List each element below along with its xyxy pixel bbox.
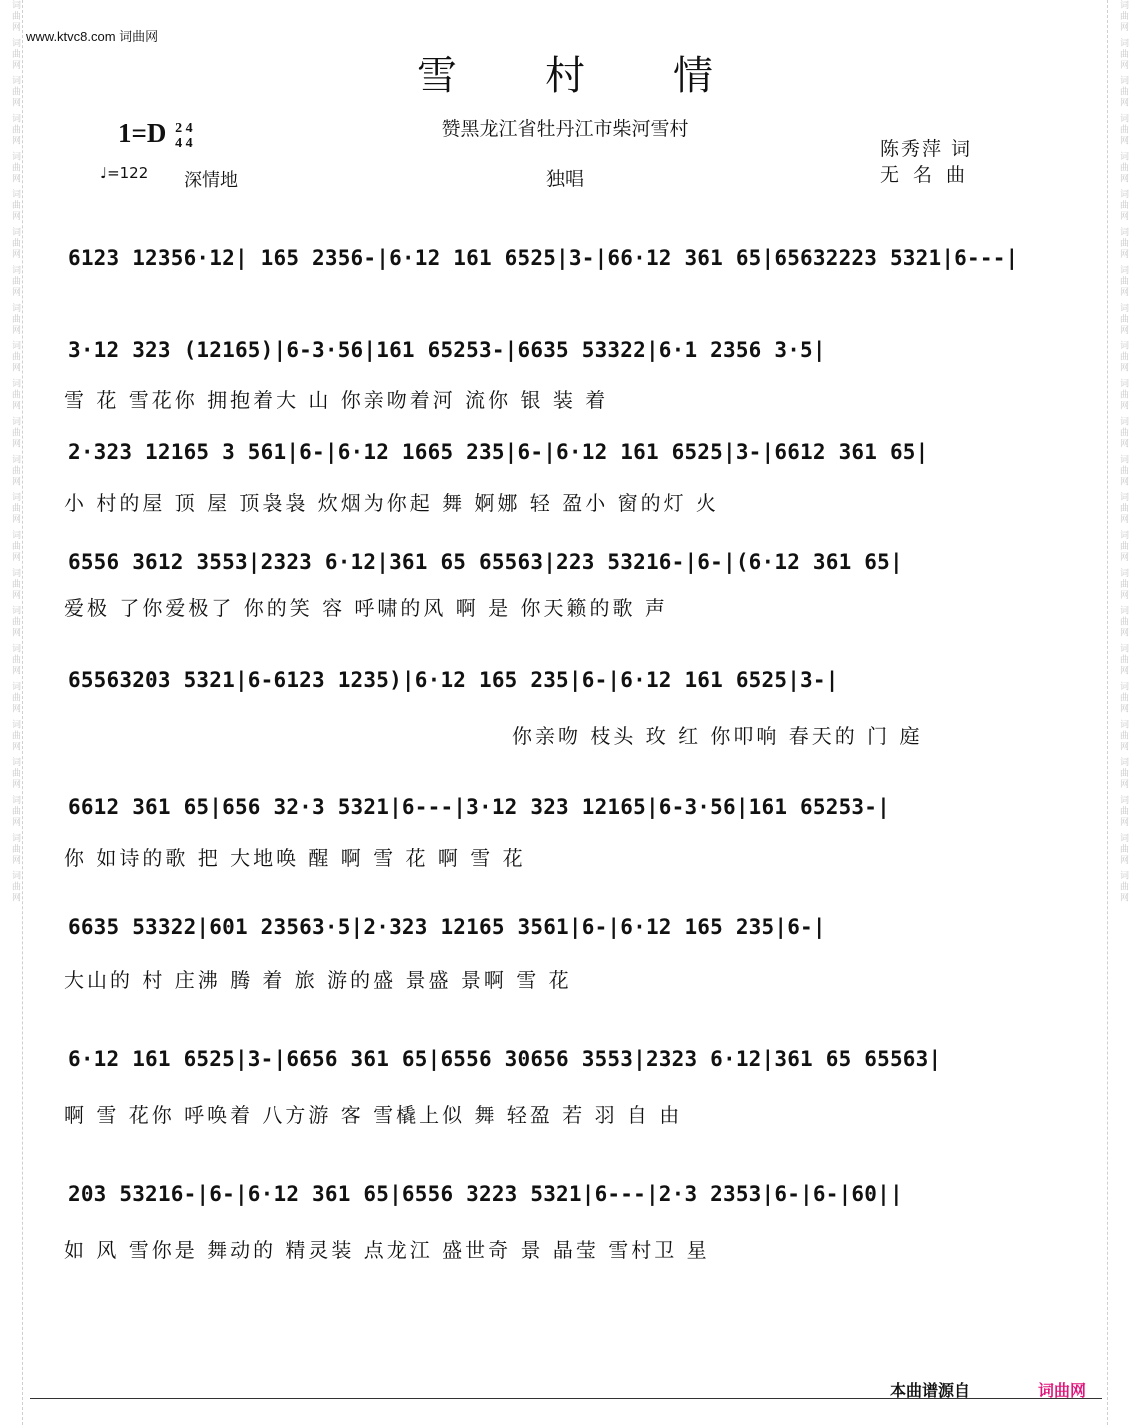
score-lyrics-row: 大山的 村 庄沸 腾 着 旅 游的盛 景盛 景啊 雪 花	[64, 968, 572, 992]
source-label: 本曲谱源自	[890, 1381, 971, 1400]
score-lyrics-row: 雪 花 雪花你 拥抱着大 山 你亲吻着河 流你 银 装 着	[64, 388, 609, 412]
performance-type: 独唱	[545, 168, 584, 190]
score-lyrics-row: 爱极 了你爱极了 你的笑 容 呼啸的风 啊 是 你天籁的歌 声	[64, 596, 668, 620]
lyricist-credit: 陈秀萍 词	[880, 138, 973, 160]
score-notes-row: 6123 12356·12| 165 2356-|6·12 161 6525|3-|66·12 361 65|65632223 5321|6---|	[68, 246, 1019, 270]
score-lyrics-row: 小 村的屋 顶 屋 顶袅袅 炊烟为你起 舞 婀娜 轻 盈小 窗的灯 火	[64, 491, 719, 515]
site-watermark: www.ktvc8.com 词曲网	[26, 29, 159, 44]
score-notes-row: 65563203 5321|6-6123 1235)|6·12 165 235|6-|6·12 161 6525|3-|	[68, 668, 839, 692]
time-signature-bottom: 4 4	[175, 135, 193, 151]
key-label: 1=D	[118, 118, 167, 148]
score-notes-row: 3·12 323 (12165)|6-3·56|161 65253-|6635 53322|6·1 2356 3·5|	[68, 338, 826, 362]
tempo-marking: ♩=122	[100, 164, 149, 182]
watermark-strip-left: 词曲网 词曲网 词曲网 词曲网 词曲网 词曲网 词曲网 词曲网 词曲网 词曲网 词曲网 词曲网 词曲网 词曲网 词曲网 词曲网 词曲网 词曲网 词曲网 词曲网 词曲网 词曲网 词曲网 词曲网	[0, 0, 23, 1425]
score-notes-row: 6612 361 65|656 32·3 5321|6---|3·12 323 12165|6-3·56|161 65253-|	[68, 795, 890, 819]
expression-marking: 深情地	[184, 170, 238, 191]
score-lyrics-row: 如 风 雪你是 舞动的 精灵装 点龙江 盛世奇 景 晶莹 雪村卫 星	[64, 1238, 710, 1262]
score-lyrics-row: 你 如诗的歌 把 大地唤 醒 啊 雪 花 啊 雪 花	[64, 846, 526, 870]
source-site-link[interactable]: 词曲网	[1038, 1381, 1087, 1400]
score-lyrics-row: 啊 雪 花你 呼唤着 八方游 客 雪橇上似 舞 轻盈 若 羽 自 由	[64, 1103, 683, 1127]
time-signature-top: 2 4	[175, 120, 193, 136]
composer-credit: 无名曲	[880, 164, 980, 186]
song-title: 雪村情	[417, 53, 801, 99]
score-notes-row: 6556 3612 3553|2323 6·12|361 65 65563|223 53216-|6-|(6·12 361 65|	[68, 550, 903, 574]
score-notes-row: 203 53216-|6-|6·12 361 65|6556 3223 5321|6---|2·3 2353|6-|6-|60||	[68, 1182, 903, 1206]
score-lyrics-row: 你亲吻 枝头 玫 红 你叩响 春天的 门 庭	[512, 724, 923, 748]
song-subtitle: 赞黑龙江省牡丹江市柴河雪村	[441, 118, 689, 140]
score-notes-row: 6·12 161 6525|3-|6656 361 65|6556 30656 3553|2323 6·12|361 65 65563|	[68, 1047, 942, 1071]
watermark-strip-right: 词曲网 词曲网 词曲网 词曲网 词曲网 词曲网 词曲网 词曲网 词曲网 词曲网 词曲网 词曲网 词曲网 词曲网 词曲网 词曲网 词曲网 词曲网 词曲网 词曲网 词曲网 词曲网 词曲网 词曲网	[1107, 0, 1130, 1425]
score-notes-row: 6635 53322|601 23563·5|2·323 12165 3561|6-|6·12 165 235|6-|	[68, 915, 826, 939]
score-notes-row: 2·323 12165 3 561|6-|6·12 1665 235|6-|6·12 161 6525|3-|6612 361 65|	[68, 440, 929, 464]
